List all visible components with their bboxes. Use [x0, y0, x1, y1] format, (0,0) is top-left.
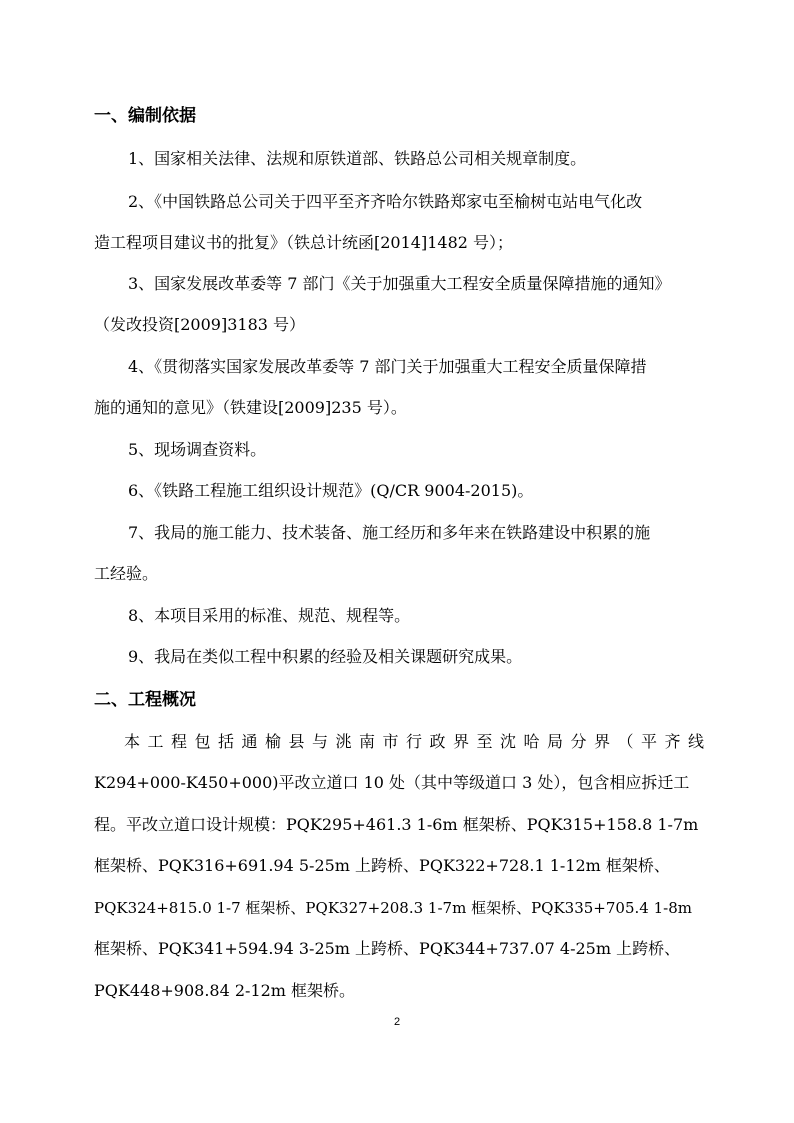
overview-line-4: 框架桥、PQK316+691.94 5-25m 上跨桥、PQK322+728.1 1-12m 框架桥、 — [94, 856, 670, 875]
basis-item-3-line-2: （发改投资[2009]3183 号） — [94, 315, 306, 334]
overview-line-7: PQK448+908.84 2-12m 框架桥。 — [94, 981, 356, 1000]
basis-item-7-line-1: 7、我局的施工能力、技术装备、施工经历和多年来在铁路建设中积累的施 — [128, 523, 651, 542]
overview-line-3: 程。平改立道口设计规模：PQK295+461.3 1-6m 框架桥、PQK315+158.8 1-7m — [94, 815, 699, 834]
basis-item-1-line-1: 1、国家相关法律、法规和原铁道部、铁路总公司相关规章制度。 — [128, 149, 587, 168]
section-heading-overview: 二、工程概况 — [94, 690, 196, 710]
page-number: 2 — [393, 1016, 401, 1028]
basis-item-4-line-2: 施的通知的意见》（铁建设[2009]235 号）。 — [94, 398, 407, 417]
basis-item-7-line-2: 工经验。 — [94, 564, 159, 583]
basis-item-8-line-1: 8、本项目采用的标准、规范、规程等。 — [128, 606, 411, 625]
basis-item-3-line-1: 3、国家发展改革委等 7 部门《关于加强重大工程安全质量保障措施的通知》 — [128, 274, 671, 293]
basis-item-2-line-1: 2、《中国铁路总公司关于四平至齐齐哈尔铁路郑家屯至榆树屯站电气化改 — [128, 192, 643, 211]
overview-line-1: 本工程包括通榆县与洮南市行政界至沈哈局分界（平齐线 — [124, 732, 704, 751]
overview-line-5: PQK324+815.0 1-7 框架桥、PQK327+208.3 1-7m 框架桥、PQK335+705.4 1-8m — [94, 899, 692, 917]
basis-item-9-line-1: 9、我局在类似工程中积累的经验及相关课题研究成果。 — [128, 647, 523, 666]
basis-item-2-line-2: 造工程项目建议书的批复》（铁总计统函[2014]1482 号）； — [94, 233, 514, 252]
basis-item-4-line-1: 4、《贯彻落实国家发展改革委等 7 部门关于加强重大工程安全质量保障措 — [128, 357, 647, 376]
overview-line-6: 框架桥、PQK341+594.94 3-25m 上跨桥、PQK344+737.07 4-25m 上跨桥、 — [94, 939, 681, 958]
overview-line-2: K294+000-K450+000)平改立道口 10 处（其中等级道口 3 处），包含相应拆迁工 — [94, 773, 690, 792]
basis-item-5-line-1: 5、现场调查资料。 — [128, 440, 267, 459]
basis-item-6-line-1: 6、《铁路工程施工组织设计规范》(Q/CR 9004-2015)。 — [128, 481, 534, 500]
section-heading-basis: 一、编制依据 — [94, 106, 196, 126]
